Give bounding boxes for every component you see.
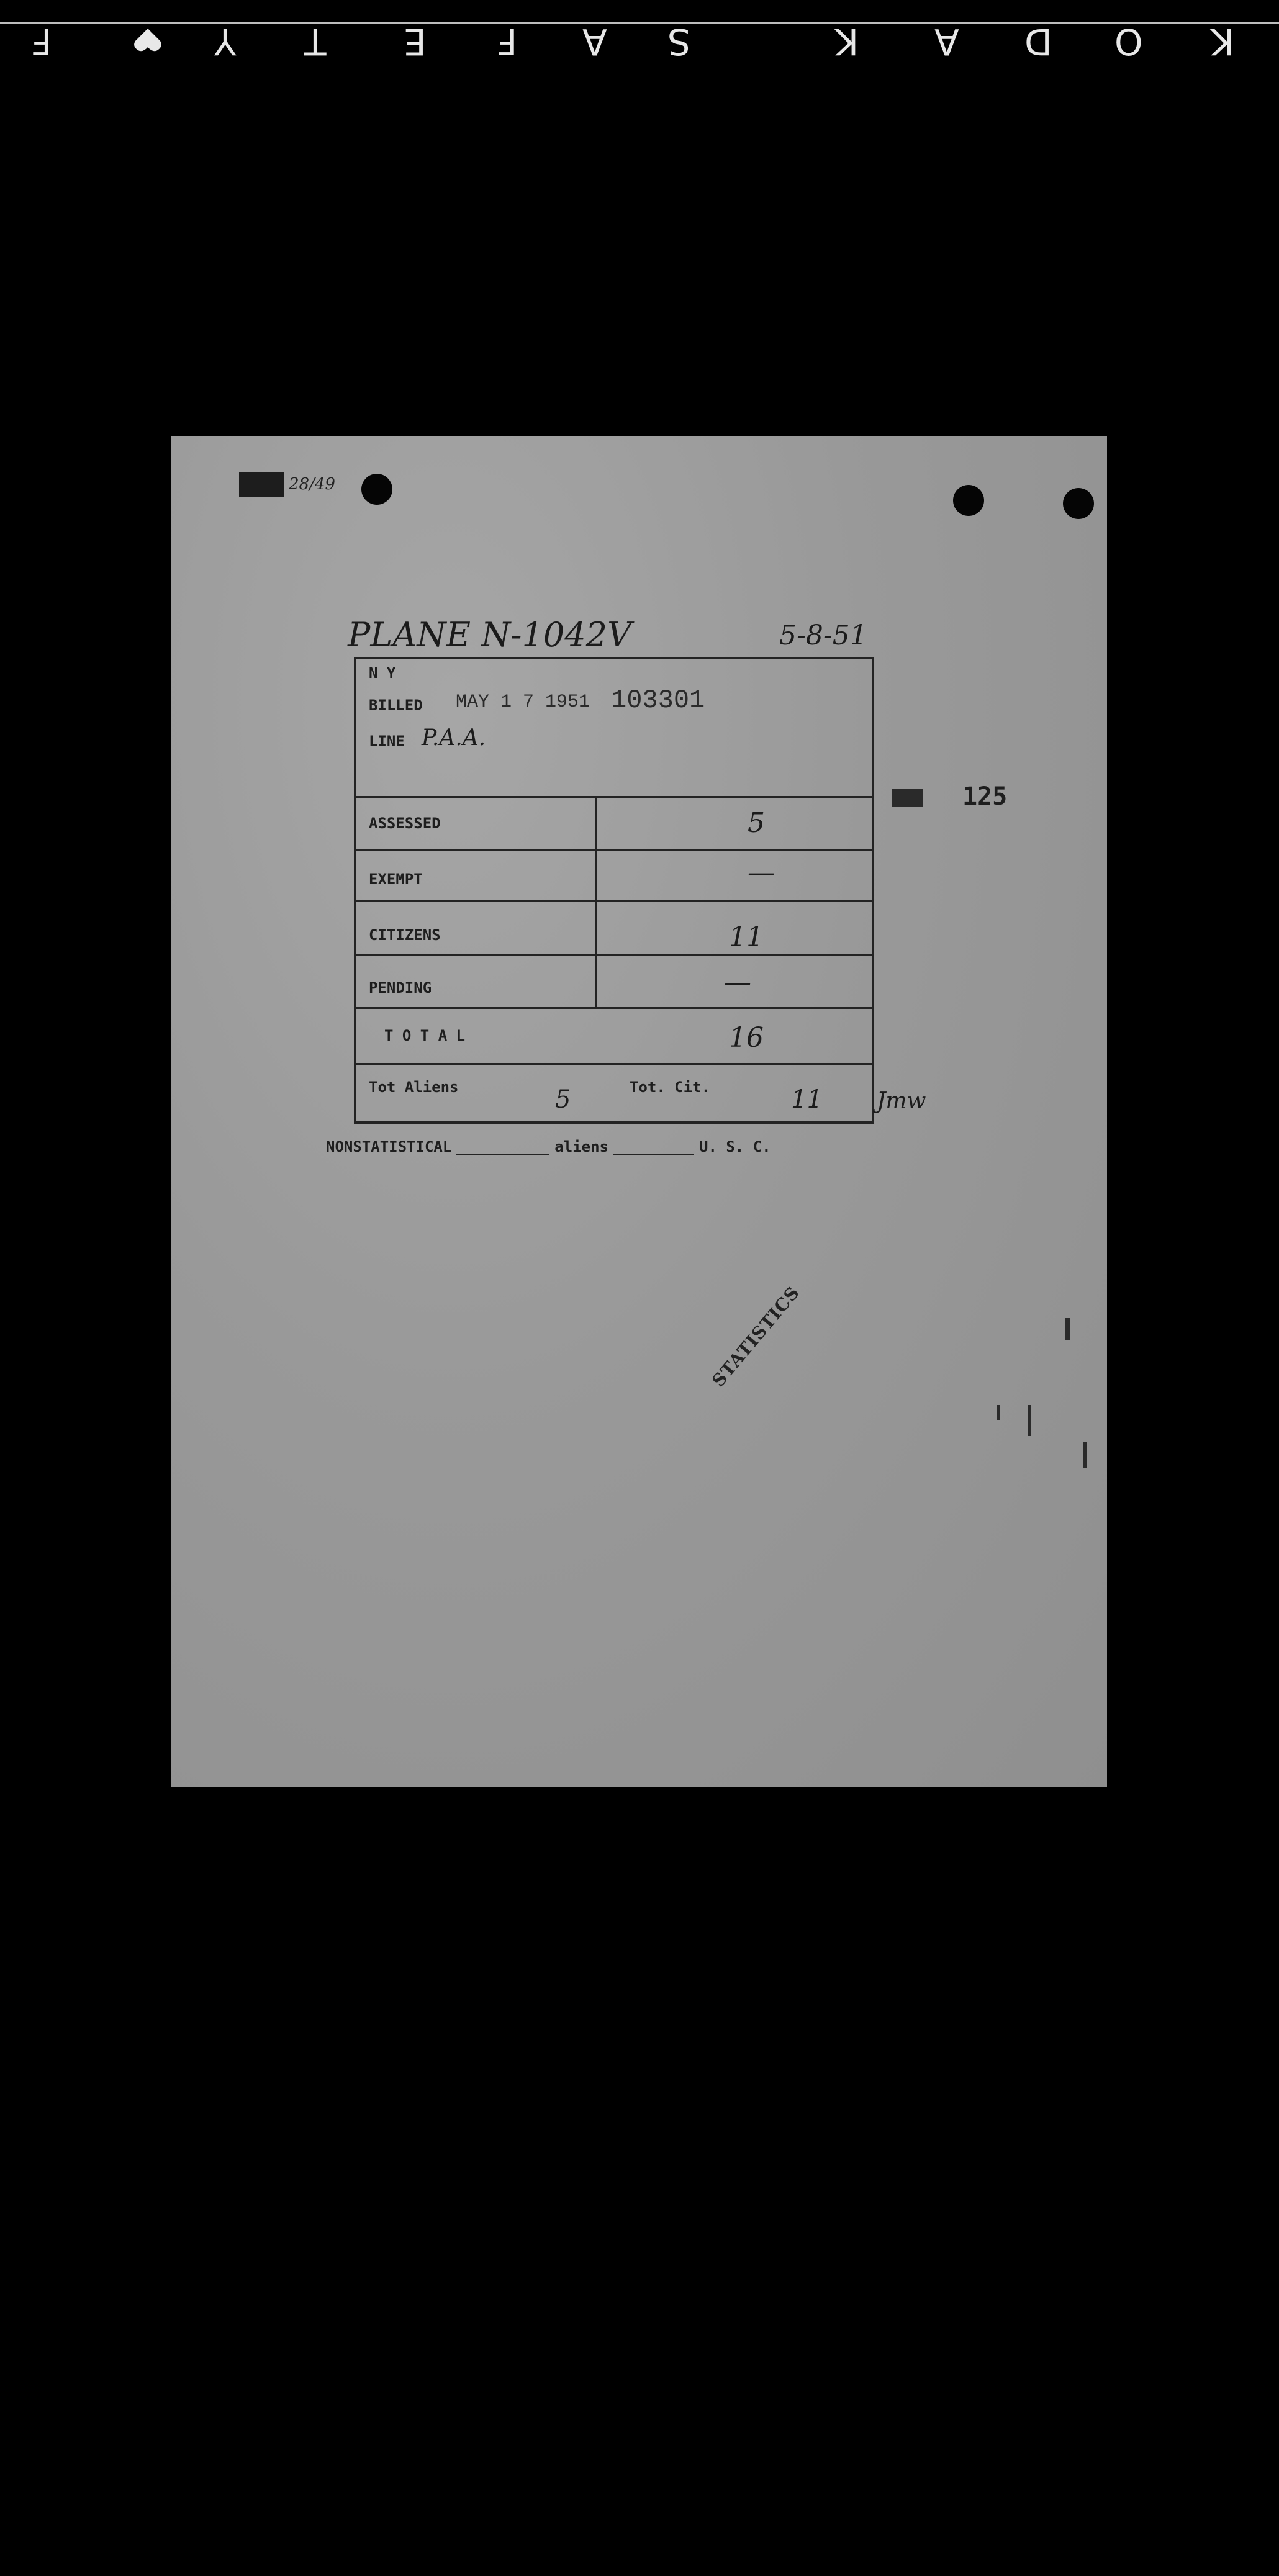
exempt-label: EXEMPT bbox=[369, 870, 423, 888]
film-edge-letter: Y bbox=[214, 20, 237, 63]
assessed-value: 5 bbox=[748, 807, 765, 839]
document-sheet bbox=[171, 436, 1107, 1787]
film-edge-letter: A bbox=[934, 20, 959, 63]
statistics-form bbox=[354, 657, 874, 1124]
film-edge-strip bbox=[0, 0, 1279, 63]
film-edge-letter: D bbox=[1024, 20, 1052, 63]
heart-icon bbox=[133, 27, 162, 52]
tot-aliens-label: Tot Aliens bbox=[369, 1078, 459, 1096]
corner-scribble: 28/49 bbox=[239, 472, 335, 497]
ink-mark bbox=[997, 1405, 1000, 1420]
ink-mark bbox=[1083, 1442, 1087, 1468]
citizens-label: CITIZENS bbox=[369, 926, 441, 944]
statistics-stamp: STATISTICS bbox=[708, 1282, 804, 1391]
margin-mark bbox=[892, 789, 923, 807]
billed-date-stamp: MAY 1 7 1951 bbox=[456, 692, 590, 713]
film-edge-letter: K bbox=[1211, 20, 1235, 63]
aliens-blank bbox=[613, 1154, 694, 1155]
line-label: LINE bbox=[369, 733, 405, 750]
pending-label: PENDING bbox=[369, 979, 432, 997]
billed-number: 103301 bbox=[611, 685, 705, 715]
ny-label: N Y bbox=[369, 664, 396, 682]
margin-number: 125 bbox=[962, 782, 1008, 811]
tot-cit-value: 11 bbox=[791, 1085, 823, 1114]
form-divider bbox=[356, 954, 874, 956]
form-divider bbox=[356, 1063, 874, 1065]
nonstatistical-line bbox=[326, 1138, 771, 1155]
line-value: P.A.A. bbox=[422, 725, 486, 751]
form-divider bbox=[356, 900, 874, 902]
punch-hole bbox=[361, 474, 392, 505]
total-label: T O T A L bbox=[384, 1027, 466, 1044]
tot-aliens-value: 5 bbox=[555, 1085, 571, 1114]
film-edge-letter: K bbox=[835, 20, 859, 63]
handwritten-date: 5-8-51 bbox=[779, 620, 867, 651]
tot-cit-label: Tot. Cit. bbox=[630, 1078, 711, 1096]
film-edge-letter: O bbox=[1114, 20, 1143, 63]
plane-number: PLANE N-1042V bbox=[348, 615, 631, 654]
film-edge-letter: T bbox=[304, 20, 327, 63]
form-divider bbox=[356, 849, 874, 851]
pending-value: — bbox=[724, 967, 751, 998]
film-edge-line bbox=[0, 22, 1279, 24]
usc-label: U. S. C. bbox=[699, 1138, 771, 1155]
film-edge-letter: F bbox=[31, 20, 52, 63]
film-edge-letter: E bbox=[404, 20, 427, 63]
film-edge-letter: A bbox=[582, 20, 607, 63]
billed-label: BILLED bbox=[369, 697, 423, 714]
exempt-value: — bbox=[748, 857, 775, 888]
ink-mark bbox=[1028, 1405, 1031, 1436]
film-edge-letter: S bbox=[667, 20, 690, 63]
film-edge-letter: F bbox=[497, 20, 518, 63]
punch-hole bbox=[1063, 488, 1094, 519]
form-divider bbox=[356, 1007, 874, 1009]
citizens-value: 11 bbox=[729, 921, 764, 953]
total-value: 16 bbox=[729, 1022, 764, 1054]
nonstatistical-blank bbox=[456, 1154, 549, 1155]
nonstatistical-label: NONSTATISTICAL bbox=[326, 1138, 452, 1155]
ink-mark bbox=[1065, 1318, 1070, 1340]
initials: Jmw bbox=[877, 1088, 926, 1114]
punch-hole bbox=[953, 485, 984, 516]
assessed-label: ASSESSED bbox=[369, 815, 441, 832]
form-divider bbox=[356, 796, 874, 798]
aliens-label: aliens bbox=[554, 1138, 608, 1155]
